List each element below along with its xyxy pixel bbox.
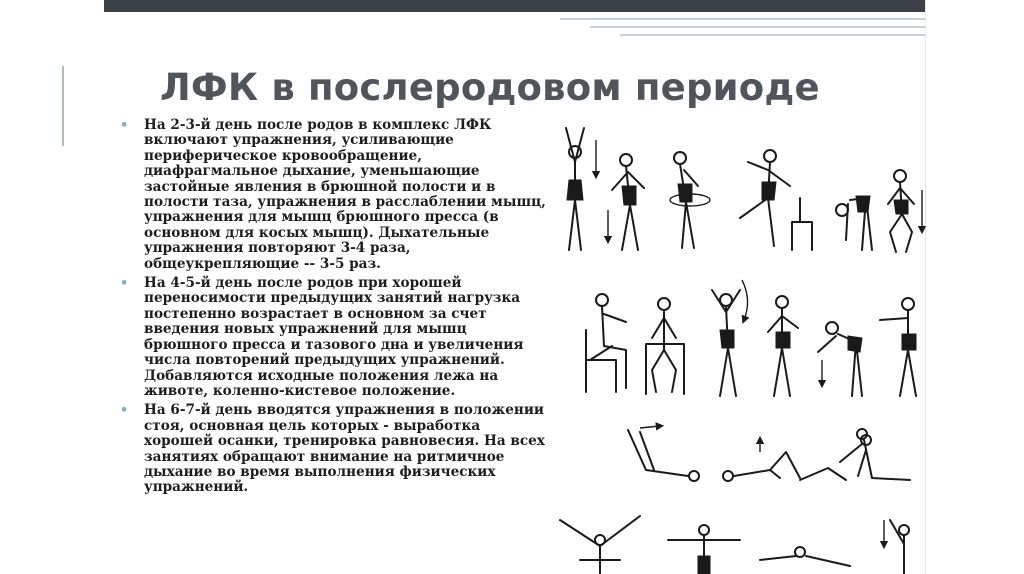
bullet-icon: • — [120, 403, 129, 419]
top-decor-bar — [104, 0, 926, 12]
exercise-figure-standing-twist — [768, 296, 798, 396]
exercise-figure-kneeling-cross — [560, 516, 640, 574]
text-line: застойные явления в брюшной полости и в — [144, 178, 496, 195]
text-line: диафрагмальное дыхание, уменьшающие — [144, 163, 480, 180]
bullet-icon: • — [120, 118, 129, 133]
exercise-figure-bridge — [723, 440, 800, 481]
exercise-figure-lean-forward — [818, 322, 862, 396]
text-line: включают упражнения, усиливающие — [144, 132, 454, 149]
text-content — [118, 118, 608, 500]
text-line: упражнений. — [144, 479, 249, 496]
exercise-figure-arms-forward — [880, 298, 916, 396]
exercise-figure-lying-legs-up — [628, 426, 699, 481]
bullet-icon: • — [120, 276, 129, 292]
page-title: ЛФК в послеродовом периоде — [160, 66, 820, 109]
paragraph-day-6-7 — [118, 403, 608, 495]
exercise-figure-seated-knees — [646, 298, 684, 394]
exercise-figure-lying-twist — [760, 547, 850, 566]
exercise-figure-knee-rock — [800, 435, 871, 480]
exercise-figure-leg-swing-chair — [740, 150, 812, 250]
text-line: периферическое кровообращение, — [144, 147, 422, 164]
text-line: Добавляются исходные положения лежа на — [144, 367, 499, 384]
text-line: занятиях обращают внимание на ритмичное — [144, 448, 505, 465]
slide-edge — [925, 0, 926, 574]
text-line: постепенно возрастает в основном за счет — [144, 305, 487, 322]
text-line: введения новых упражнений для мышц — [144, 321, 467, 338]
exercise-figure-squat — [888, 170, 922, 252]
text-line: животе, коленно-кистевое положение. — [144, 382, 456, 399]
text-line: стоя, основная цель которых - выработка — [144, 417, 481, 434]
exercise-figure-forward-bend — [836, 196, 872, 250]
left-decor-line — [62, 66, 64, 146]
paragraph-day-2-3 — [118, 118, 608, 272]
paragraph-day-4-5 — [118, 276, 608, 399]
text-line: общеукрепляющие -- 3-5 раз. — [144, 255, 381, 272]
text-line: полости таза, упражнения в расслаблении мышц, — [144, 194, 546, 211]
text-line: На 2-3-й день после родов в комплекс ЛФК — [144, 117, 492, 133]
exercise-figure-hip-rotation — [670, 152, 710, 248]
exercise-figure-cobra — [857, 429, 910, 480]
exercise-figure-arm-circle — [712, 280, 748, 396]
text-line: упражнения повторяют 3-4 раза, — [144, 240, 411, 257]
text-line: числа повторений предыдущих упражнений. — [144, 352, 505, 369]
accent-lines — [560, 14, 926, 44]
exercise-figure-arms-wide — [668, 525, 740, 574]
text-line: дыхание во время выполнения физических — [144, 463, 496, 480]
text-line: На 4-5-й день после родов при хорошей — [144, 275, 462, 292]
text-line: На 6-7-й день вводятся упражнения в положении — [144, 402, 544, 419]
exercise-figure-side-bend — [608, 154, 644, 250]
text-line: переносимости предыдущих занятий нагрузка — [144, 290, 521, 307]
exercise-figure-side-arm — [884, 520, 909, 574]
text-line: основном для косых мышц). Дыхательные — [144, 224, 490, 241]
text-line: упражнения для мышц брюшного пресса (в — [144, 209, 499, 226]
text-line: хорошей осанки, тренировка равновесия. На всех — [144, 433, 545, 450]
text-line: брюшного пресса и тазового дна и увеличения — [144, 336, 524, 353]
